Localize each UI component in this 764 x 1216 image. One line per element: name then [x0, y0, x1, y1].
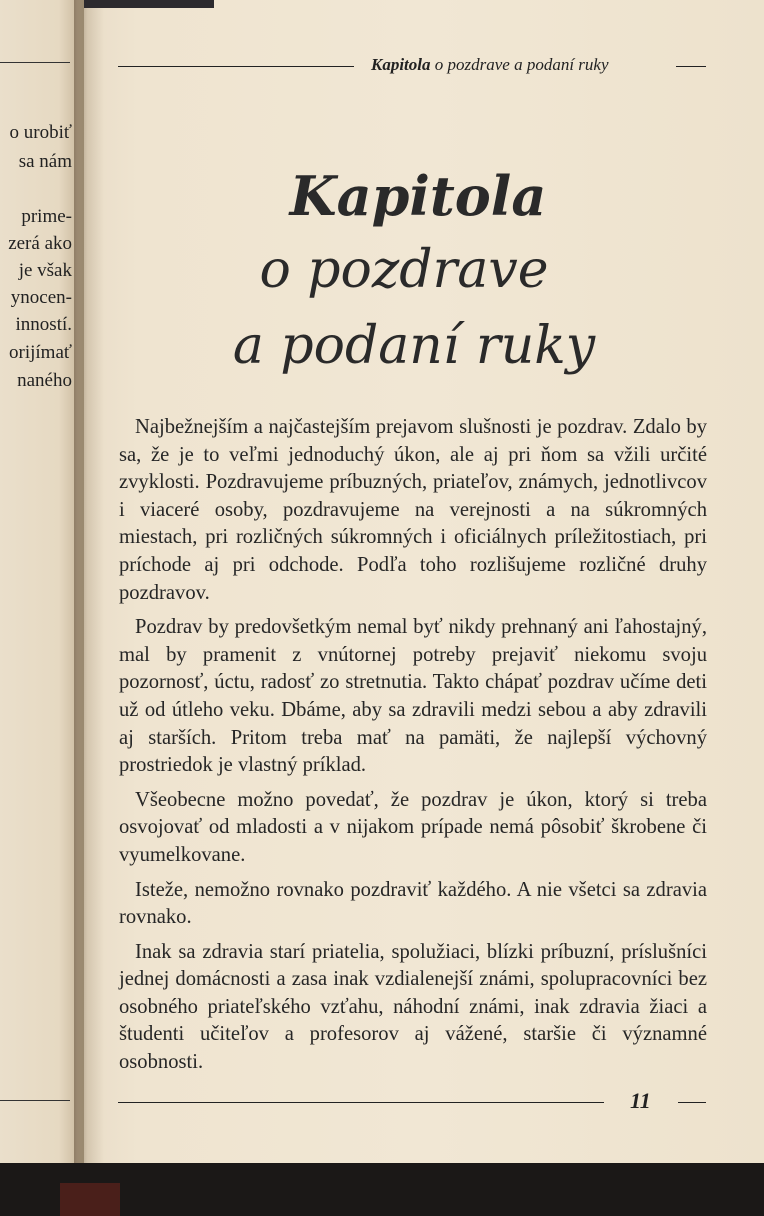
left-page-line: sa nám	[18, 151, 72, 172]
left-page-line: naného	[17, 370, 72, 391]
background-surface	[0, 1163, 764, 1216]
left-page-footer-rule	[0, 1100, 70, 1101]
page-footer	[84, 1090, 764, 1120]
right-page	[84, 0, 764, 1163]
top-edge-shadow	[84, 0, 214, 8]
header-chapter-word: Kapitola	[371, 55, 431, 74]
left-page-line: o urobiť	[9, 122, 72, 143]
chapter-title-line-2: o pozdrave	[259, 240, 549, 300]
header-rule-left	[118, 66, 354, 67]
chapter-title-line-3: a podaní ruky	[232, 316, 596, 376]
body-paragraph: Pozdrav by predovšetkým nemal byť nikdy prehnaný ani ľahostajný, mal by pramenit z vnútornej potreby prejaviť niekomu svoju pozornosť, úctu, radosť zo stretnutia. Takto chápať pozdrav učíme deti už od útleho veku. Dbáme, aby sa zdravili medzi sebou a aby zdravili aj starších. Pritom treba mať na pamäti, že najlepší výchovný prostriedok je vlastný príklad.	[119, 616, 707, 777]
book-spine-edge	[60, 1183, 120, 1216]
left-page	[0, 0, 84, 1163]
left-page-line: zerá ako	[8, 233, 72, 254]
left-page-line: inností.	[15, 314, 72, 335]
header-rule-right	[676, 66, 706, 67]
header-chapter-subtitle: o pozdrave a podaní ruky	[434, 55, 609, 74]
running-header	[84, 52, 764, 80]
page-number: 11	[630, 1088, 651, 1113]
left-page-line: prime-	[21, 206, 72, 227]
left-page-line: ynocen-	[10, 287, 72, 308]
left-page-line: orijímať	[9, 342, 72, 363]
left-page-header-rule	[0, 62, 70, 63]
body-paragraph: Všeobecne možno povedať, že pozdrav je úkon, ktorý si treba osvojovať od mladosti a v nijakom prípade nemá pôsobiť škrobene či vyumelkovane.	[119, 788, 707, 866]
footer-rule-right	[678, 1102, 706, 1103]
body-paragraph: Inak sa zdravia starí priatelia, spolužiaci, blízki príbuzní, príslušníci jednej domácnosti a zasa inak vzdialenejší známi, spolupracovníci bez osobného priateľského vzťahu, náhodní známi, inak zdravia žiaci a študenti učiteľov a profesorov aj vážené, staršie či významné osobnosti.	[119, 940, 707, 1074]
chapter-title-line-1: Kapitola	[289, 164, 547, 228]
book-gutter-shadow	[74, 0, 104, 1163]
chapter-body	[119, 414, 707, 1084]
body-paragraph: Isteže, nemožno rovnako pozdraviť každého. A nie všetci sa zdravia rovnako.	[119, 878, 707, 929]
body-paragraph: Najbežnejším a najčastejším prejavom slušnosti je pozdrav. Zdalo by sa, že je to veľmi jednoduchý úkon, ale aj pri ňom sa vžili určité zvyklosti. Pozdravujeme príbuzných, priateľov, známych, jednotlivcov i viaceré osoby, pozdravujeme na verejnosti a na súkromných miestach, pri rozličných súkromných i oficiálnych príležitostiach, pri príchode aj pri odchode. Podľa toho rozlišujeme rozličné druhy pozdravov.	[119, 416, 707, 604]
footer-rule-left	[118, 1102, 604, 1103]
running-header-text	[371, 55, 609, 75]
left-page-line: je však	[18, 260, 72, 281]
